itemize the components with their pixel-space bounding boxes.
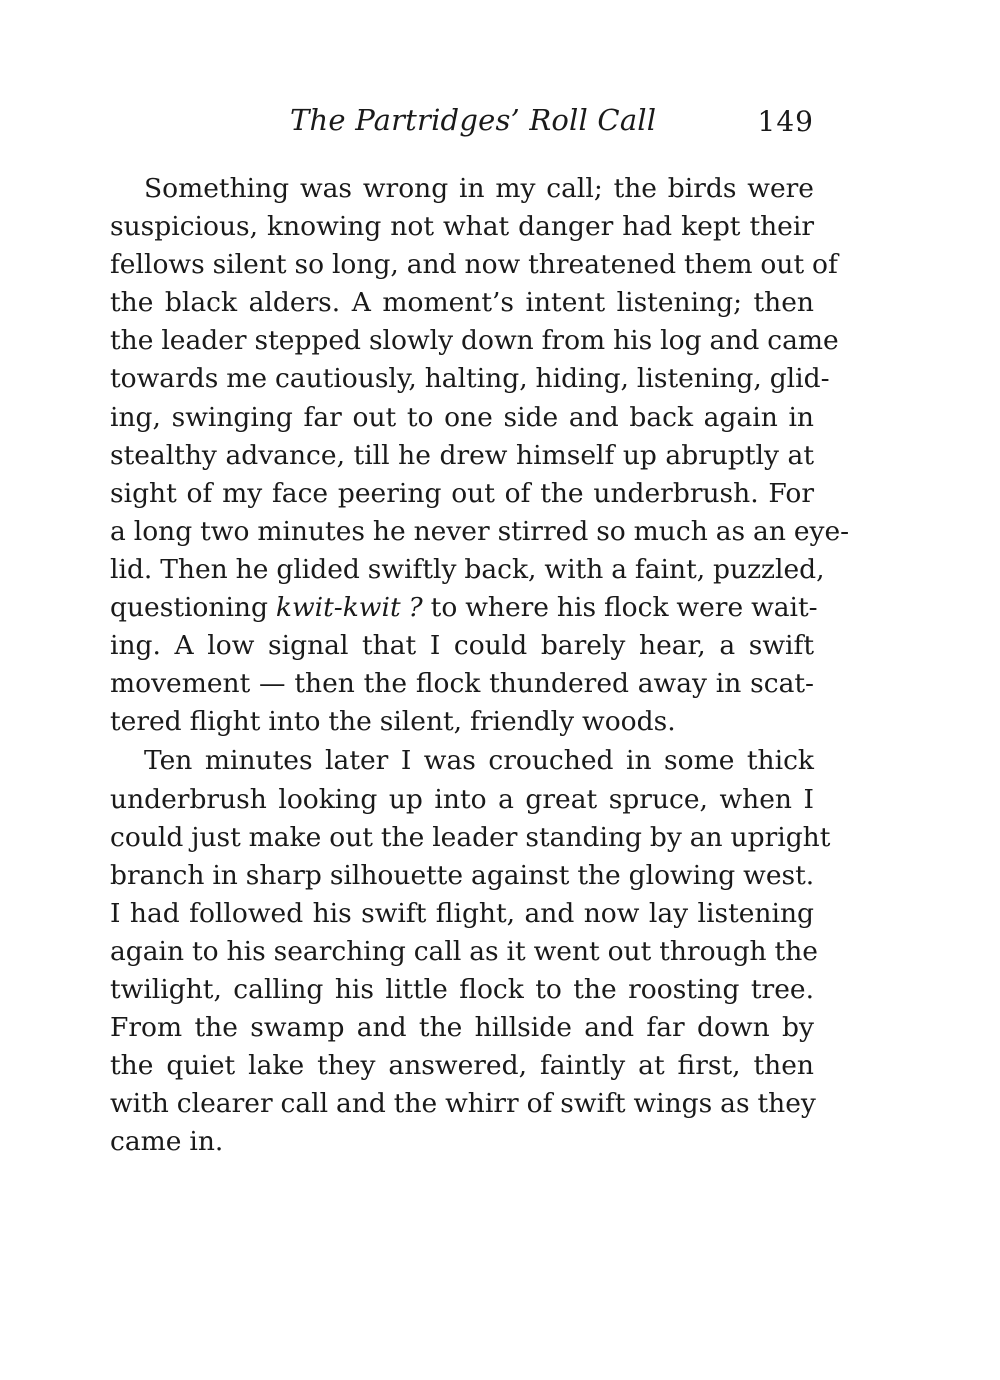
page-number: 149: [757, 105, 814, 138]
text-line-with-italic: [110, 589, 818, 627]
text-line: Ten minutes later I was crouched in some thick: [144, 745, 814, 777]
text-line: movement — then the flock thundered away in scat-: [110, 668, 814, 700]
italic-call-text: kwit-kwit ?: [275, 592, 423, 624]
running-head: [110, 103, 814, 143]
text-line: a long two minutes he never stirred so much as an eye-: [110, 515, 850, 547]
body-text: [110, 170, 850, 1161]
text-line: branch in sharp silhouette against the glowing west.: [110, 859, 815, 891]
text-line: fellows silent so long, and now threatened them out of: [110, 249, 838, 281]
text-line: suspicious, knowing not what danger had kept their: [110, 211, 814, 243]
text-line: underbrush looking up into a great spruce, when I: [110, 783, 814, 815]
text-line: Something was wrong in my call; the birds were: [144, 173, 814, 204]
text-line: twilight, calling his little flock to the roosting tree.: [110, 973, 814, 1005]
text-line: sight of my face peering out of the underbrush. For: [110, 477, 814, 509]
text-line: could just make out the leader standing by an upright: [110, 821, 831, 853]
running-title: The Partridges’ Roll Call: [290, 103, 657, 137]
text-line: again to his searching call as it went out through the: [110, 935, 818, 967]
text-line: with clearer call and the whirr of swift wings as they: [110, 1088, 816, 1120]
text-line: lid. Then he glided swiftly back, with a faint, puzzled,: [110, 553, 825, 585]
text-line: From the swamp and the hillside and far down by: [110, 1012, 814, 1044]
text-line: the quiet lake they answered, faintly at first, then: [110, 1050, 814, 1082]
text-line: tered flight into the silent, friendly woods.: [110, 706, 676, 738]
text-line: ing. A low signal that I could barely hear, a swift: [110, 630, 814, 662]
text-line: stealthy advance, till he drew himself up abruptly at: [110, 439, 814, 471]
text-line: came in.: [110, 1126, 224, 1158]
text-line: ing, swinging far out to one side and back again in: [110, 401, 814, 433]
text-segment: to where his flock were wait-: [430, 592, 818, 624]
text-line: towards me cautiously, halting, hiding, listening, glid-: [110, 363, 830, 395]
text-line: I had followed his swift flight, and now lay listening: [110, 897, 814, 929]
text-segment: questioning: [110, 592, 268, 624]
text-line: the black alders. A moment’s intent listening; then: [110, 287, 814, 319]
text-line: the leader stepped slowly down from his log and came: [110, 325, 839, 357]
